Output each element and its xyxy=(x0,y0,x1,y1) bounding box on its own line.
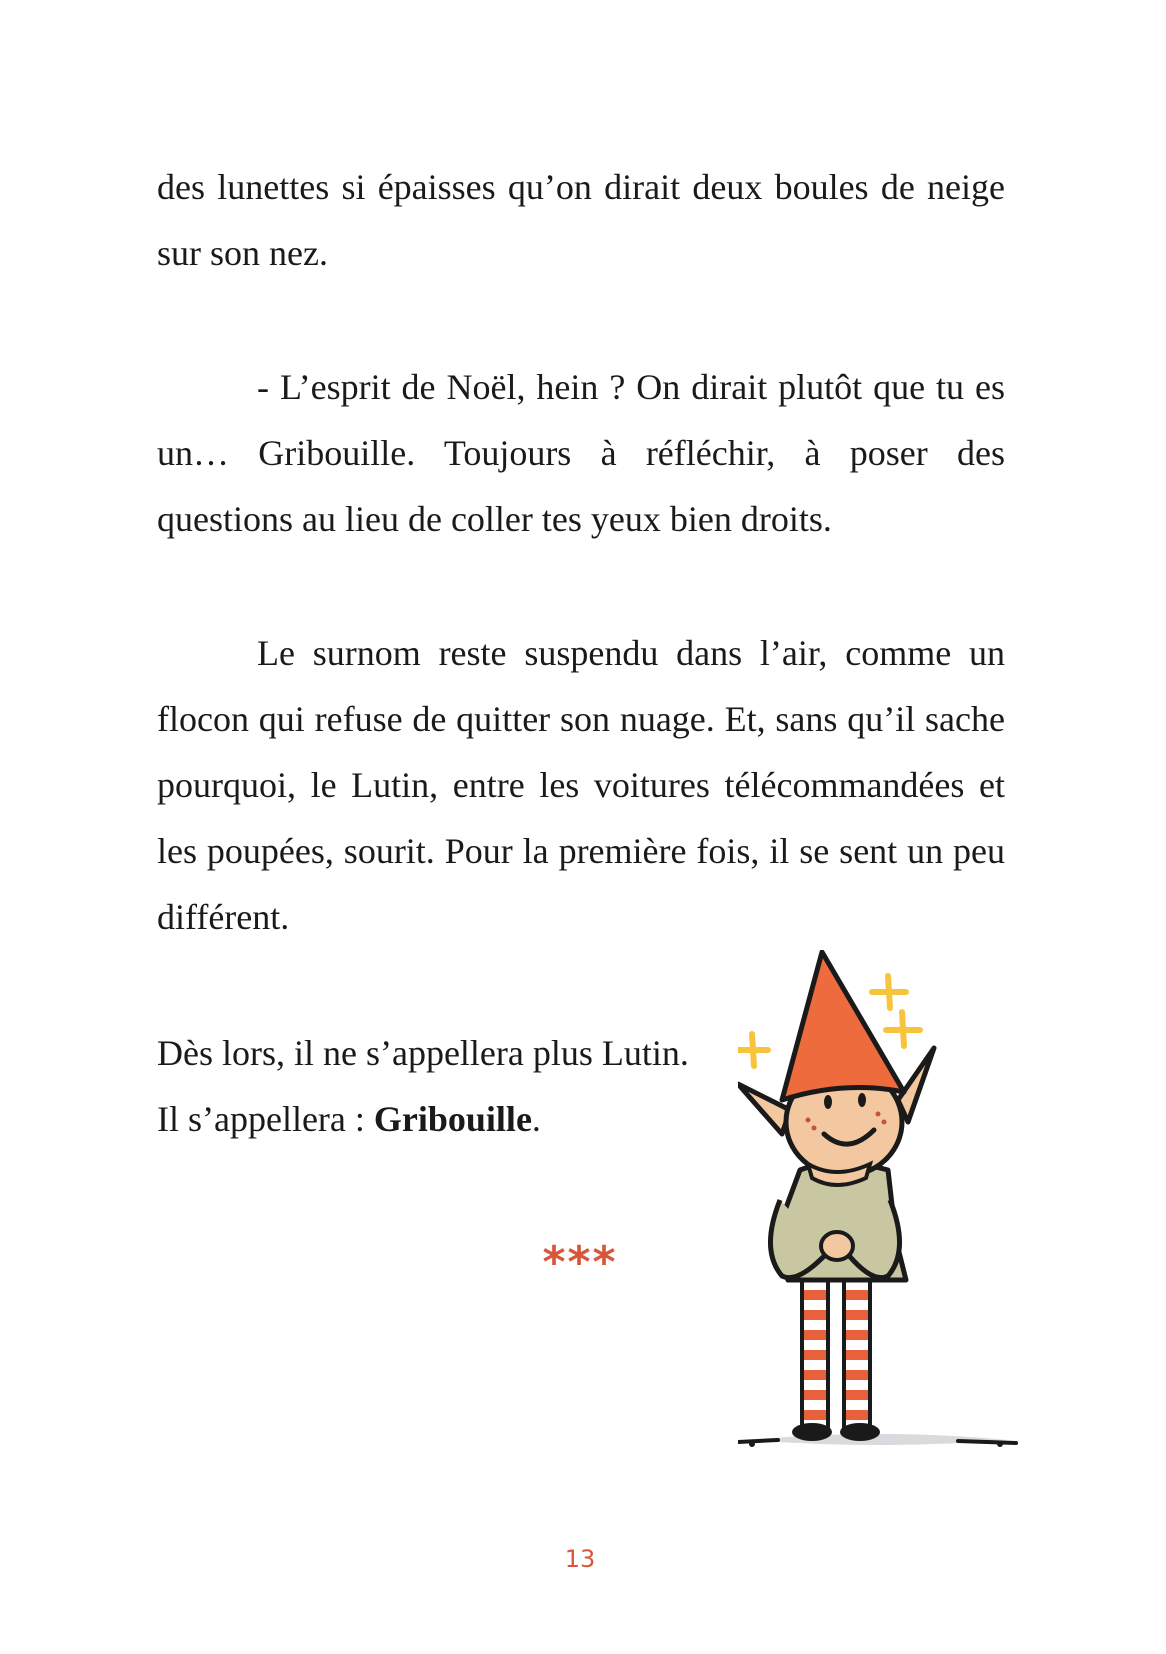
conclusion-line-1: Dès lors, il ne s’appellera plus Lutin. xyxy=(157,1033,689,1073)
paragraph-3: Le surnom reste suspendu dans l’air, comme un flocon qui refuse de quitter son nuage. Et, sans qu’il sache pourquoi, le Lutin, entre les voitures télécommandées et les poupées, sourit. Pour la première fois, il se sent un peu différent. xyxy=(157,633,1005,937)
paragraph-2-dialogue: - L’esprit de Noël, hein ? On dirait plutôt que tu es un… Gribouille. Toujours à réfléchir, à poser des questions au lieu de coller tes yeux bien droits. xyxy=(157,367,1005,539)
section-separator: *** xyxy=(542,1237,618,1288)
conclusion-line-2-suffix: . xyxy=(531,1099,541,1139)
elf-illustration xyxy=(738,950,1018,1490)
elf-legs xyxy=(792,1280,880,1441)
page-number: 13 xyxy=(564,1545,596,1573)
paragraph-1: des lunettes si épaisses qu’on dirait deux boules de neige sur son nez. xyxy=(157,167,1005,273)
character-name: Gribouille xyxy=(373,1099,532,1139)
conclusion-line-2-prefix: Il s’appellera : xyxy=(157,1099,374,1139)
